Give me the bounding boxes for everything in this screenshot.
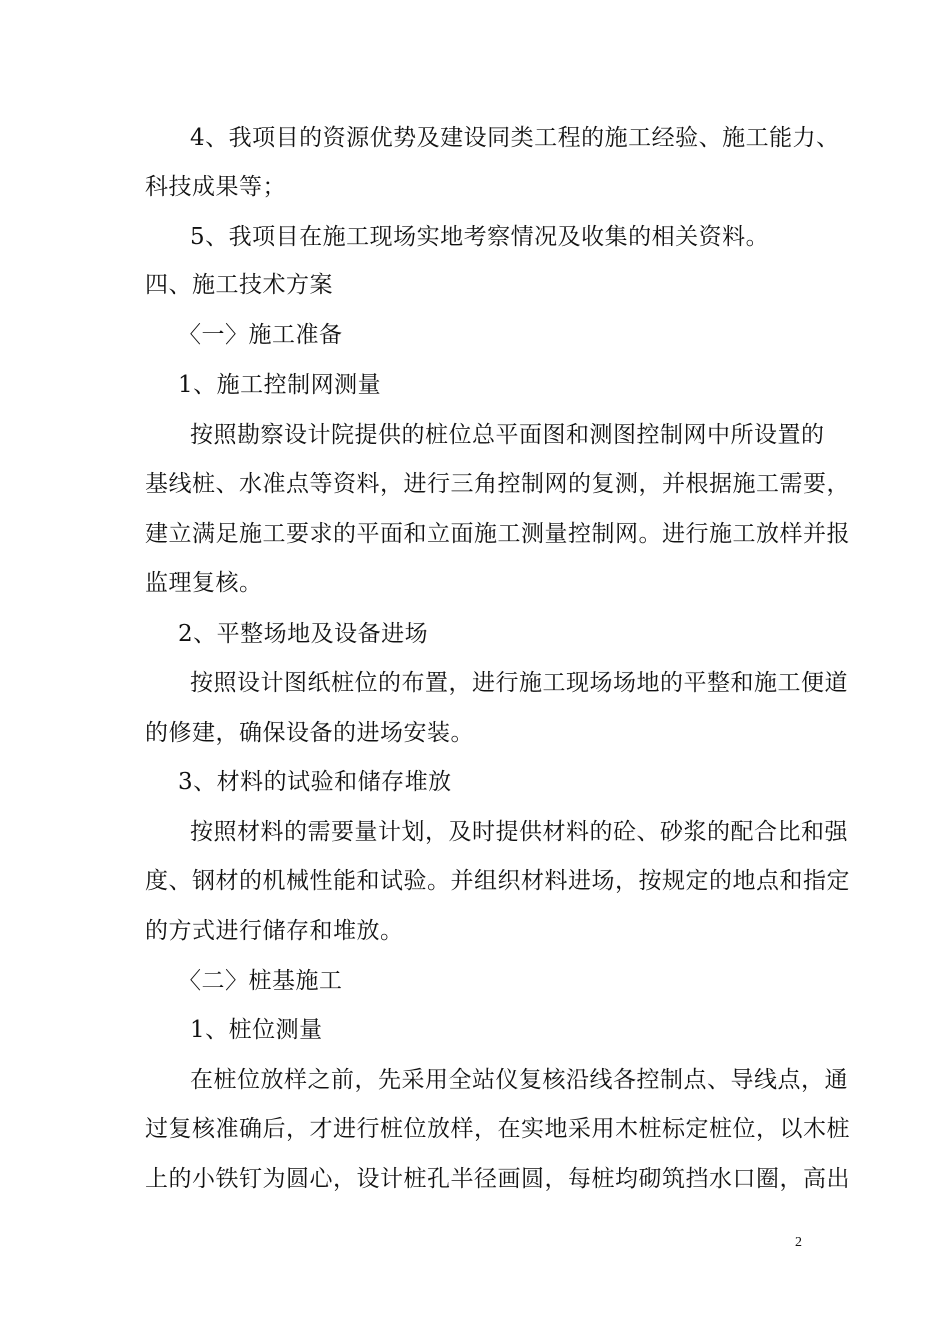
pile-survey-line-3: 上的小铁钉为圆心，设计桩孔半径画圆，每桩均砌筑挡水口圈，高出: [145, 1166, 850, 1192]
paragraph-4-line-1: 4、我项目的资源优势及建设同类工程的施工经验、施工能力、: [190, 125, 840, 151]
control-network-line-1: 按照勘察设计院提供的桩位总平面图和测图控制网中所设置的: [190, 422, 825, 448]
item-heading-1: 1、施工控制网测量: [178, 372, 382, 398]
paragraph-4-line-2: 科技成果等；: [145, 174, 286, 200]
subsection-heading-2: 〈二〉桩基施工: [178, 968, 343, 994]
item-heading-2: 2、平整场地及设备进场: [178, 621, 429, 647]
control-network-line-3: 建立满足施工要求的平面和立面施工测量控制网。进行施工放样并报: [145, 521, 850, 547]
page-number: 2: [795, 1235, 802, 1250]
control-network-line-4: 监理复核。: [145, 570, 263, 596]
control-network-line-2: 基线桩、水准点等资料，进行三角控制网的复测，并根据施工需要，: [145, 471, 850, 497]
paragraph-5: 5、我项目在施工现场实地考察情况及收集的相关资料。: [190, 224, 770, 250]
site-prep-line-2: 的修建，确保设备的进场安装。: [145, 720, 474, 746]
site-prep-line-1: 按照设计图纸桩位的布置，进行施工现场场地的平整和施工便道: [190, 670, 848, 696]
materials-line-3: 的方式进行储存和堆放。: [145, 918, 404, 944]
item-heading-3: 3、材料的试验和储存堆放: [178, 769, 452, 795]
pile-survey-line-2: 过复核准确后，才进行桩位放样，在实地采用木桩标定桩位，以木桩: [145, 1116, 850, 1142]
subsection-heading-1: 〈一〉施工准备: [178, 322, 343, 348]
pile-survey-line-1: 在桩位放样之前，先采用全站仪复核沿线各控制点、导线点，通: [190, 1067, 848, 1093]
section-heading-4: 四、施工技术方案: [145, 272, 333, 298]
materials-line-2: 度、钢材的机械性能和试验。并组织材料进场，按规定的地点和指定: [145, 868, 850, 894]
item-heading-pile-1: 1、桩位测量: [190, 1017, 323, 1043]
materials-line-1: 按照材料的需要量计划，及时提供材料的砼、砂浆的配合比和强: [190, 819, 848, 845]
